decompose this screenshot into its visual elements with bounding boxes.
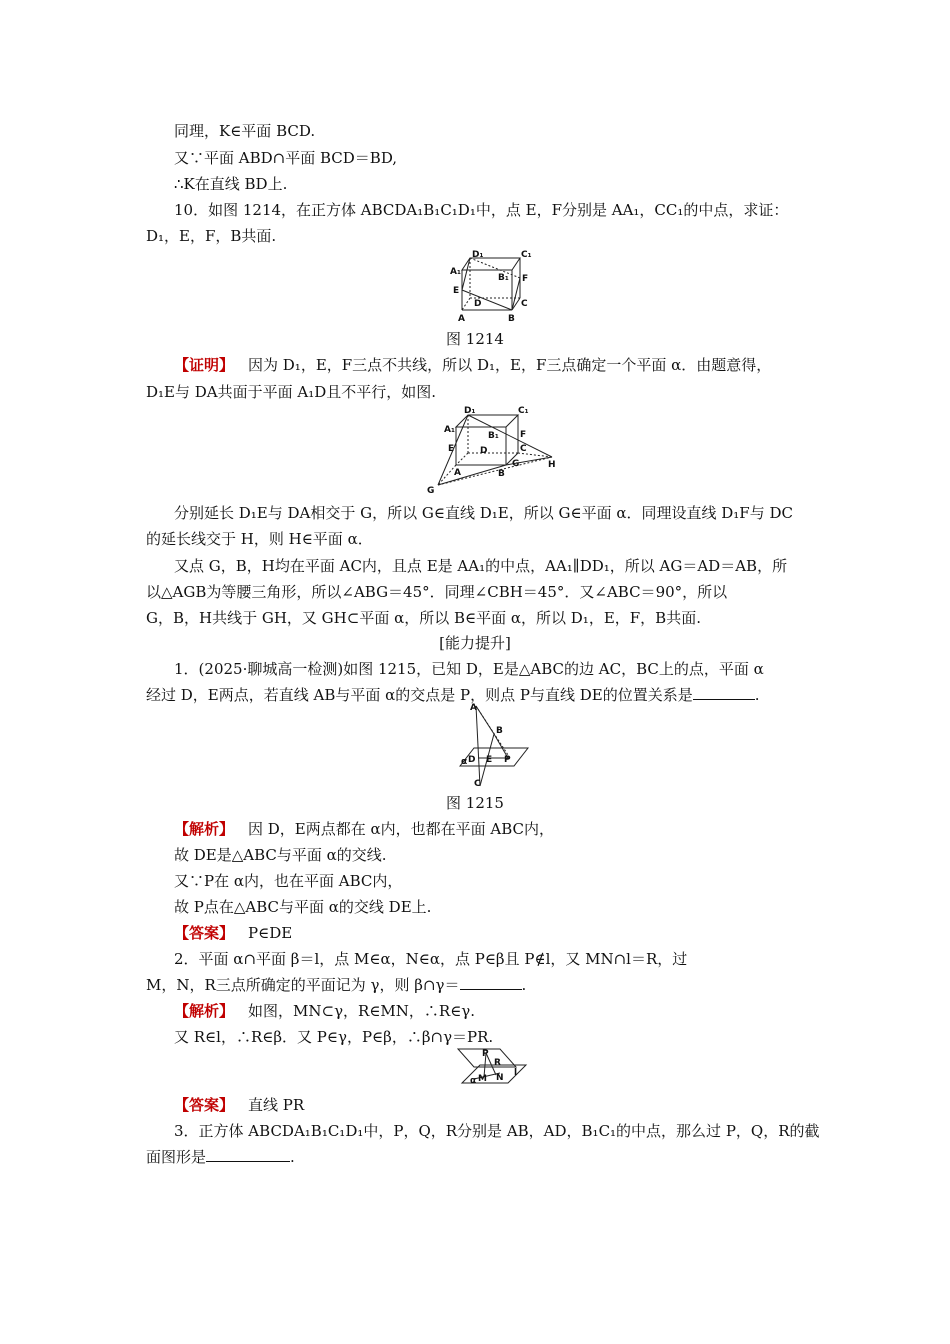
label-p: P bbox=[504, 755, 511, 765]
label-c1: C₁ bbox=[518, 406, 529, 416]
text-line: ∴K在直线 BD上. bbox=[174, 175, 288, 193]
label-d: D bbox=[480, 446, 488, 456]
label-b: B bbox=[496, 726, 503, 736]
text-line: 故 DE是△ABC与平面 α的交线. bbox=[174, 846, 387, 864]
label-m: M bbox=[478, 1074, 487, 1084]
proof-line bbox=[174, 355, 834, 375]
cube-extension-figure bbox=[424, 405, 562, 495]
label-r: R bbox=[494, 1058, 501, 1068]
text-line: 以△AGB为等腰三角形，所以∠ABG＝45°．同理∠CBH＝45°．又∠ABC＝90°，所以 bbox=[146, 583, 728, 601]
label-a: A bbox=[458, 314, 465, 324]
text-line bbox=[146, 975, 806, 995]
answer-tag: 【答案】 bbox=[174, 924, 235, 942]
label-c: C bbox=[474, 779, 481, 788]
text-line: 如图，MN⊂γ，R∈MN，∴R∈γ. bbox=[248, 1002, 476, 1020]
text-line: D₁E与 DA共面于平面 A₁D且不平行，如图. bbox=[146, 383, 437, 401]
proof-tag: 【证明】 bbox=[174, 356, 235, 374]
answer-line bbox=[146, 1095, 806, 1115]
analysis-line bbox=[146, 819, 806, 839]
text-line: G，B，H共线于 GH，又 GH⊂平面 α，所以 B∈平面 α，所以 D₁，E，F，B共面. bbox=[146, 609, 701, 627]
label-b1: B₁ bbox=[498, 273, 509, 283]
section-heading: [能力提升] bbox=[439, 634, 511, 652]
label-e: E bbox=[448, 444, 455, 454]
label-d: D bbox=[474, 299, 482, 309]
label-c: C bbox=[521, 299, 528, 309]
problem-2: 2．平面 α∩平面 β＝l，点 M∈α，N∈α，点 P∈β且 P∉l，又 MN∩l＝R，过 bbox=[174, 950, 688, 968]
figure-caption: 图 1214 bbox=[446, 330, 504, 348]
text-line: 因为 D₁，E，F三点不共线，所以 D₁，E，F三点确定一个平面 α．由题意得， bbox=[248, 356, 772, 374]
text-line: D₁，E，F，B共面. bbox=[146, 227, 277, 245]
text-line bbox=[146, 1147, 806, 1167]
answer-blank bbox=[460, 975, 522, 990]
label-n: N bbox=[496, 1073, 504, 1083]
period: . bbox=[521, 976, 527, 994]
problem-1: 1．(2025·聊城高一检测)如图 1215，已知 D，E是△ABC的边 AC，BC上的点，平面 α bbox=[174, 660, 764, 678]
two-planes-figure bbox=[456, 1045, 528, 1087]
label-b1: B₁ bbox=[488, 431, 499, 441]
label-alpha: α bbox=[470, 1076, 477, 1086]
answer-text: P∈DE bbox=[248, 924, 293, 942]
analysis-tag: 【解析】 bbox=[174, 1002, 235, 1020]
label-d1: D₁ bbox=[472, 250, 484, 260]
period: . bbox=[754, 686, 760, 704]
text-line: 又点 G，B，H均在平面 AC内，且点 E是 AA₁的中点，AA₁∥DD₁，所以 AG＝AD＝AB，所 bbox=[174, 557, 788, 575]
answer-tag: 【答案】 bbox=[174, 1096, 235, 1114]
label-c1: C₁ bbox=[521, 250, 532, 260]
text-line: 又∵平面 ABD∩平面 BCD＝BD, bbox=[174, 149, 398, 167]
label-f: F bbox=[522, 274, 529, 284]
plane-triangle-figure-1215 bbox=[452, 700, 532, 788]
text-line: 又 R∈l，∴R∈β．又 P∈γ，P∈β，∴β∩γ＝PR. bbox=[174, 1028, 494, 1046]
label-l: l bbox=[514, 1068, 518, 1078]
label-g-inner: G bbox=[512, 459, 520, 469]
answer-blank bbox=[693, 685, 755, 700]
label-a1: A₁ bbox=[444, 425, 455, 435]
text-line: 分别延长 D₁E与 DA相交于 G，所以 G∈直线 D₁E，所以 G∈平面 α．同理设直线 D₁F与 DC bbox=[174, 504, 793, 522]
problem-10: 10．如图 1214，在正方体 ABCDA₁B₁C₁D₁中，点 E，F分别是 AA₁，CC₁的中点，求证： bbox=[174, 201, 789, 219]
label-d: D bbox=[468, 755, 476, 765]
period: . bbox=[290, 1148, 295, 1166]
label-a: A bbox=[470, 703, 477, 713]
text-line: 同理，K∈平面 BCD. bbox=[174, 122, 316, 140]
label-a: A bbox=[454, 468, 461, 478]
text-segment: 面图形是 bbox=[146, 1148, 207, 1166]
text-segment: M，N，R三点所确定的平面记为 γ，则 β∩γ＝ bbox=[146, 976, 460, 994]
label-a1: A₁ bbox=[450, 267, 461, 277]
label-b: B bbox=[498, 469, 505, 479]
label-c: C bbox=[520, 444, 527, 454]
analysis-line bbox=[146, 1001, 806, 1021]
label-h: H bbox=[548, 460, 556, 470]
label-e: E bbox=[486, 755, 493, 765]
answer-blank bbox=[206, 1147, 290, 1162]
label-f: F bbox=[520, 430, 527, 440]
label-d1: D₁ bbox=[464, 406, 476, 416]
label-b: B bbox=[508, 314, 515, 324]
analysis-tag: 【解析】 bbox=[174, 820, 235, 838]
text-line: 故 P点在△ABC与平面 α的交线 DE上. bbox=[174, 898, 432, 916]
label-e: E bbox=[453, 286, 460, 296]
label-g: G bbox=[427, 486, 435, 495]
text-line: 因 D，E两点都在 α内，也都在平面 ABC内， bbox=[248, 820, 555, 838]
label-p: P bbox=[482, 1049, 489, 1059]
label-alpha: α bbox=[461, 757, 468, 767]
text-line: 又∵P在 α内，也在平面 ABC内， bbox=[174, 872, 403, 890]
text-segment: 经过 D，E两点，若直线 AB与平面 α的交点是 P，则点 P与直线 DE的位置关系是 bbox=[146, 686, 693, 704]
text-line: 的延长线交于 H，则 H∈平面 α． bbox=[146, 530, 373, 548]
problem-3: 3．正方体 ABCDA₁B₁C₁D₁中，P，Q，R分别是 AB，AD，B₁C₁的中点，那么过 P，Q，R的截 bbox=[174, 1122, 820, 1140]
figure-caption: 图 1215 bbox=[446, 794, 504, 812]
answer-line bbox=[146, 923, 806, 943]
cube-figure-1214 bbox=[448, 248, 532, 324]
answer-text: 直线 PR bbox=[248, 1096, 305, 1114]
